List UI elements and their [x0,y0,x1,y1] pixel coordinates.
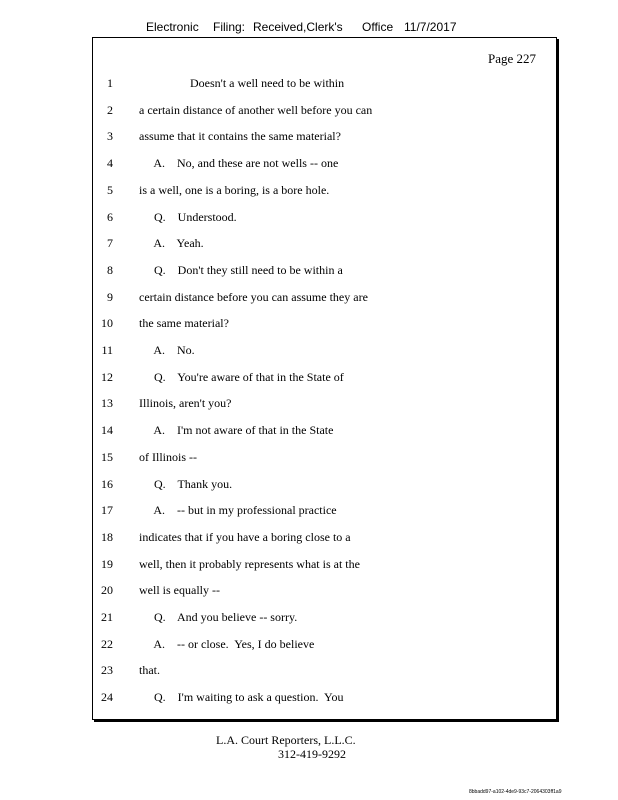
transcript-page [92,37,557,720]
line-number: 7 [107,236,113,251]
line-number: 17 [101,503,113,518]
filing-header-filing: Filing: [213,20,246,34]
transcript-line [93,314,553,332]
line-number: 21 [101,610,113,624]
line-text: that. [139,663,160,678]
line-text: well, then it probably represents what is at the [139,556,360,571]
line-number: 1 [107,76,113,90]
line-number: 20 [101,583,113,598]
filing-header-received: Received,Clerk's [253,20,343,34]
transcript-line [93,181,553,199]
document-id: 8bbadd97-a102-4de9-93c7-2064303ff1a9 [469,789,562,795]
line-number: 13 [101,396,113,411]
transcript-line [93,635,553,653]
footer-company: L.A. Court Reporters, L.L.C. [216,733,356,747]
line-text: well is equally -- [139,583,220,598]
line-text: A. -- or close. Yes, I do believe [139,636,315,651]
line-number: 11 [101,343,113,357]
line-number: 16 [101,476,113,491]
transcript-line [93,368,553,386]
line-text: Doesn't a well need to be within [139,76,345,90]
transcript-line [93,341,553,359]
line-text: Q. You're aware of that in the State of [139,369,344,384]
filing-header-date: 11/7/2017 [404,20,457,34]
line-text: Q. And you believe -- sorry. [139,610,298,624]
line-text: assume that it contains the same material? [139,129,341,144]
line-number: 12 [101,369,113,384]
line-text: A. -- but in my professional practice [139,503,337,518]
transcript-line [93,528,553,546]
line-text: A. No, and these are not wells -- one [139,156,339,171]
footer-phone: 312-419-9292 [278,747,346,761]
line-text: indicates that if you have a boring close to a [139,529,351,544]
line-number: 5 [107,182,113,197]
transcript-line [93,288,553,306]
line-text: a certain distance of another well before you can [139,102,373,117]
line-text: A. No. [139,343,195,357]
line-text: certain distance before you can assume they are [139,289,368,304]
line-number: 19 [101,556,113,571]
line-text: Q. I'm waiting to ask a question. You [139,690,344,705]
line-number: 6 [107,209,113,224]
line-number: 18 [101,529,113,544]
transcript-line [93,261,553,279]
line-number: 2 [107,102,113,117]
line-text: is a well, one is a boring, is a bore hole. [139,182,330,197]
transcript-line [93,101,553,119]
line-text: Illinois, aren't you? [139,396,232,411]
transcript-line [93,501,553,519]
transcript-line [93,234,553,252]
line-number: 15 [101,449,113,464]
transcript-line [93,608,553,626]
transcript-line [93,421,553,439]
transcript-line [93,661,553,679]
transcript-line [93,208,553,226]
line-number: 4 [107,156,113,171]
filing-header [0,20,618,36]
line-text: A. I'm not aware of that in the State [139,423,334,438]
filing-header-electronic: Electronic [146,20,199,34]
transcript-line [93,154,553,172]
line-text: Q. Thank you. [139,476,233,491]
page-number: Page 227 [487,51,536,66]
line-number: 23 [101,663,113,678]
transcript-line [93,475,553,493]
filing-header-office: Office [362,20,394,34]
line-text: Q. Don't they still need to be within a [139,262,343,277]
line-number: 24 [101,690,113,705]
line-number: 22 [101,636,113,651]
line-text: A. Yeah. [139,236,204,251]
transcript-line [93,74,553,92]
transcript-line [93,127,553,145]
transcript-line [93,394,553,412]
line-text: of Illinois -- [139,449,197,464]
line-text: the same material? [139,316,229,331]
line-number: 3 [107,129,113,144]
line-number: 10 [101,316,113,331]
line-number: 8 [107,262,113,277]
line-number: 9 [107,289,113,304]
line-text: Q. Understood. [139,209,237,224]
transcript-line [93,448,553,466]
line-number: 14 [101,423,113,438]
transcript-line [93,555,553,573]
transcript-line [93,688,553,706]
transcript-line [93,581,553,599]
